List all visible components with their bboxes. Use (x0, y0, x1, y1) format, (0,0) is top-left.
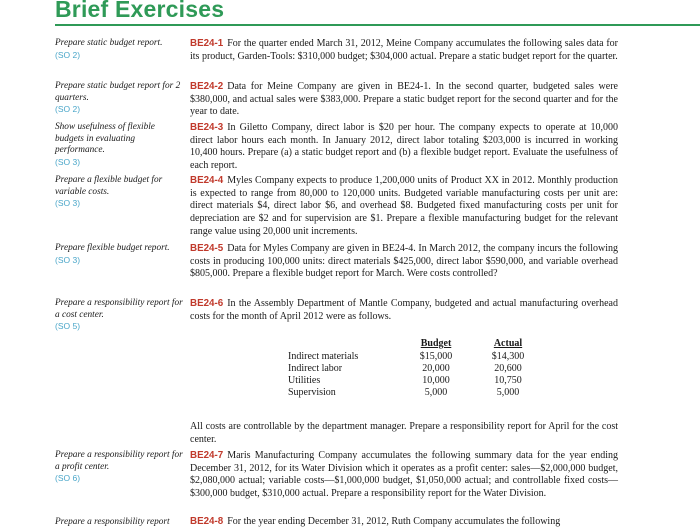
table-header-item (288, 337, 400, 351)
table-row (288, 351, 544, 363)
exercise-text: In the Assembly Department of Mantle Company, budgeted and actual manufacturing overhead costs for the month of April 2012 were as follows. (190, 298, 618, 322)
margin-note-be24-1 (55, 38, 185, 61)
margin-note-text: Prepare a responsibility report for a profit center. (55, 450, 183, 472)
exercise-code: BE24-7 (190, 450, 224, 461)
exercise-be24-2 (190, 81, 618, 119)
study-objective: (SO 3) (55, 254, 81, 265)
margin-note-be24-5 (55, 243, 185, 266)
study-objective: (SO 3) (55, 156, 81, 167)
margin-note-be24-3 (55, 122, 185, 168)
table-row (288, 375, 544, 387)
margin-note-be24-7 (55, 450, 185, 485)
actual-value: 20,600 (494, 363, 522, 374)
margin-note-text: Prepare a responsibility report for a cost center. (55, 298, 183, 320)
budget-value: 20,000 (422, 363, 450, 374)
table-row (288, 363, 544, 375)
study-objective: (SO 2) (55, 49, 81, 60)
actual-value: $14,300 (491, 351, 525, 362)
margin-note-text: Prepare static budget report. (55, 38, 163, 48)
table-header-budget: Budget (420, 338, 452, 349)
exercise-be24-3 (190, 122, 618, 173)
exercise-be24-1 (190, 38, 618, 63)
cost-item: Utilities (288, 375, 321, 386)
exercise-code: BE24-3 (190, 122, 224, 133)
study-objective: (SO 3) (55, 198, 81, 208)
exercise-text: For the quarter ended March 31, 2012, Meine Company accumulates the following sales data for its product, Garden-Tools: $310,000 budget; $304,000 actual. Prepare a static budget report for the quarter. (190, 38, 618, 62)
budget-value: 5,000 (424, 387, 448, 398)
exercise-code: BE24-1 (190, 38, 224, 49)
exercise-code: BE24-4 (190, 175, 224, 186)
exercise-code: BE24-2 (190, 81, 224, 92)
margin-note-be24-6 (55, 298, 185, 333)
table-header-actual: Actual (493, 338, 523, 349)
exercise-text: For the year ending December 31, 2012, Ruth Company accumulates the following (227, 516, 561, 527)
margin-note-be24-8: Prepare a responsibility report (55, 517, 170, 527)
exercise-be24-6 (190, 298, 618, 323)
study-objective: (SO 5) (55, 321, 81, 331)
exercise-code: BE24-5 (190, 243, 224, 254)
exercise-be24-4 (190, 175, 618, 239)
exercise-code: BE24-6 (190, 298, 224, 309)
exercise-code: BE24-8 (190, 516, 224, 527)
cost-item: Indirect labor (288, 363, 343, 374)
exercise-text: Data for Meine Company are given in BE24-1. In the second quarter, budgeted sales were $380,000, and actual sales were $383,000. Prepare a static budget report for the second quarter and for the year to date. (190, 81, 618, 118)
budget-value: 10,000 (422, 375, 450, 386)
margin-note-text: Show usefulness of flexible budgets in evaluating performance. (55, 122, 155, 155)
exercise-text: Myles Company expects to produce 1,200,000 units of Product XX in 2012. Monthly production is expected to range from 80,000 to 120,000 units. Budgeted variable manufacturing costs per unit are: direct materials $4, direct labor $6, and overhead $8. Budgeted fixed manufacturing costs per unit for depreciation are $2 and for supervision are $1. Prepare a flexible manufacturing budget for the relevant range value using 20,000 unit increments. (190, 175, 618, 237)
margin-note-text: Prepare static budget report for 2 quarters. (55, 81, 181, 103)
table-row (288, 387, 544, 399)
heading-rule (55, 24, 700, 26)
after-table-text: All costs are controllable by the department manager. Prepare a responsibility report for April for the cost center. (190, 421, 618, 445)
actual-value: 5,000 (496, 387, 520, 398)
actual-value: 10,750 (494, 375, 522, 386)
exercise-text: In Giletto Company, direct labor is $20 per hour. The company expects to operate at 10,000 direct labor hours each month. In January 2012, direct labor totaling $203,000 is incurred in working 10,400 hours. Prepare (a) a static budget report and (b) a flexible budget report. Evaluate the usefulness of each report. (190, 122, 618, 172)
margin-note-be24-2 (55, 81, 185, 116)
margin-note-text: Prepare flexible budget report. (55, 243, 170, 253)
margin-note-be24-4 (55, 175, 185, 210)
table-header-row (288, 337, 544, 351)
section-heading: Brief Exercises (55, 0, 225, 22)
overhead-costs-table (288, 337, 544, 399)
exercise-be24-5 (190, 243, 618, 281)
exercise-text: Maris Manufacturing Company accumulates the following summary data for the year ending December 31, 2012, for its Water Division which it operates as a profit center: sales—$2,000,000 budget, $2,080,000 actual; variable costs—$1,000,000 budget, $1,050,000 actual; and controllable fixed costs—$300,000 budget, $310,000 actual. Prepare a responsibility report for the Water Division. (190, 450, 618, 500)
margin-note-text: Prepare a flexible budget for variable costs. (55, 175, 163, 197)
cost-item: Indirect materials (288, 351, 359, 362)
exercise-be24-8 (190, 516, 560, 528)
study-objective: (SO 6) (55, 473, 81, 483)
exercise-be24-7 (190, 450, 618, 501)
exercise-text: Data for Myles Company are given in BE24-4. In March 2012, the company incurs the following costs in producing 100,000 units: direct materials $425,000, direct labor $590,000, and variable overhead $805,000. Prepare a flexible budget report for March. Were costs controlled? (190, 243, 618, 280)
budget-value: $15,000 (419, 351, 453, 362)
study-objective: (SO 2) (55, 104, 81, 114)
cost-item: Supervision (288, 387, 336, 398)
